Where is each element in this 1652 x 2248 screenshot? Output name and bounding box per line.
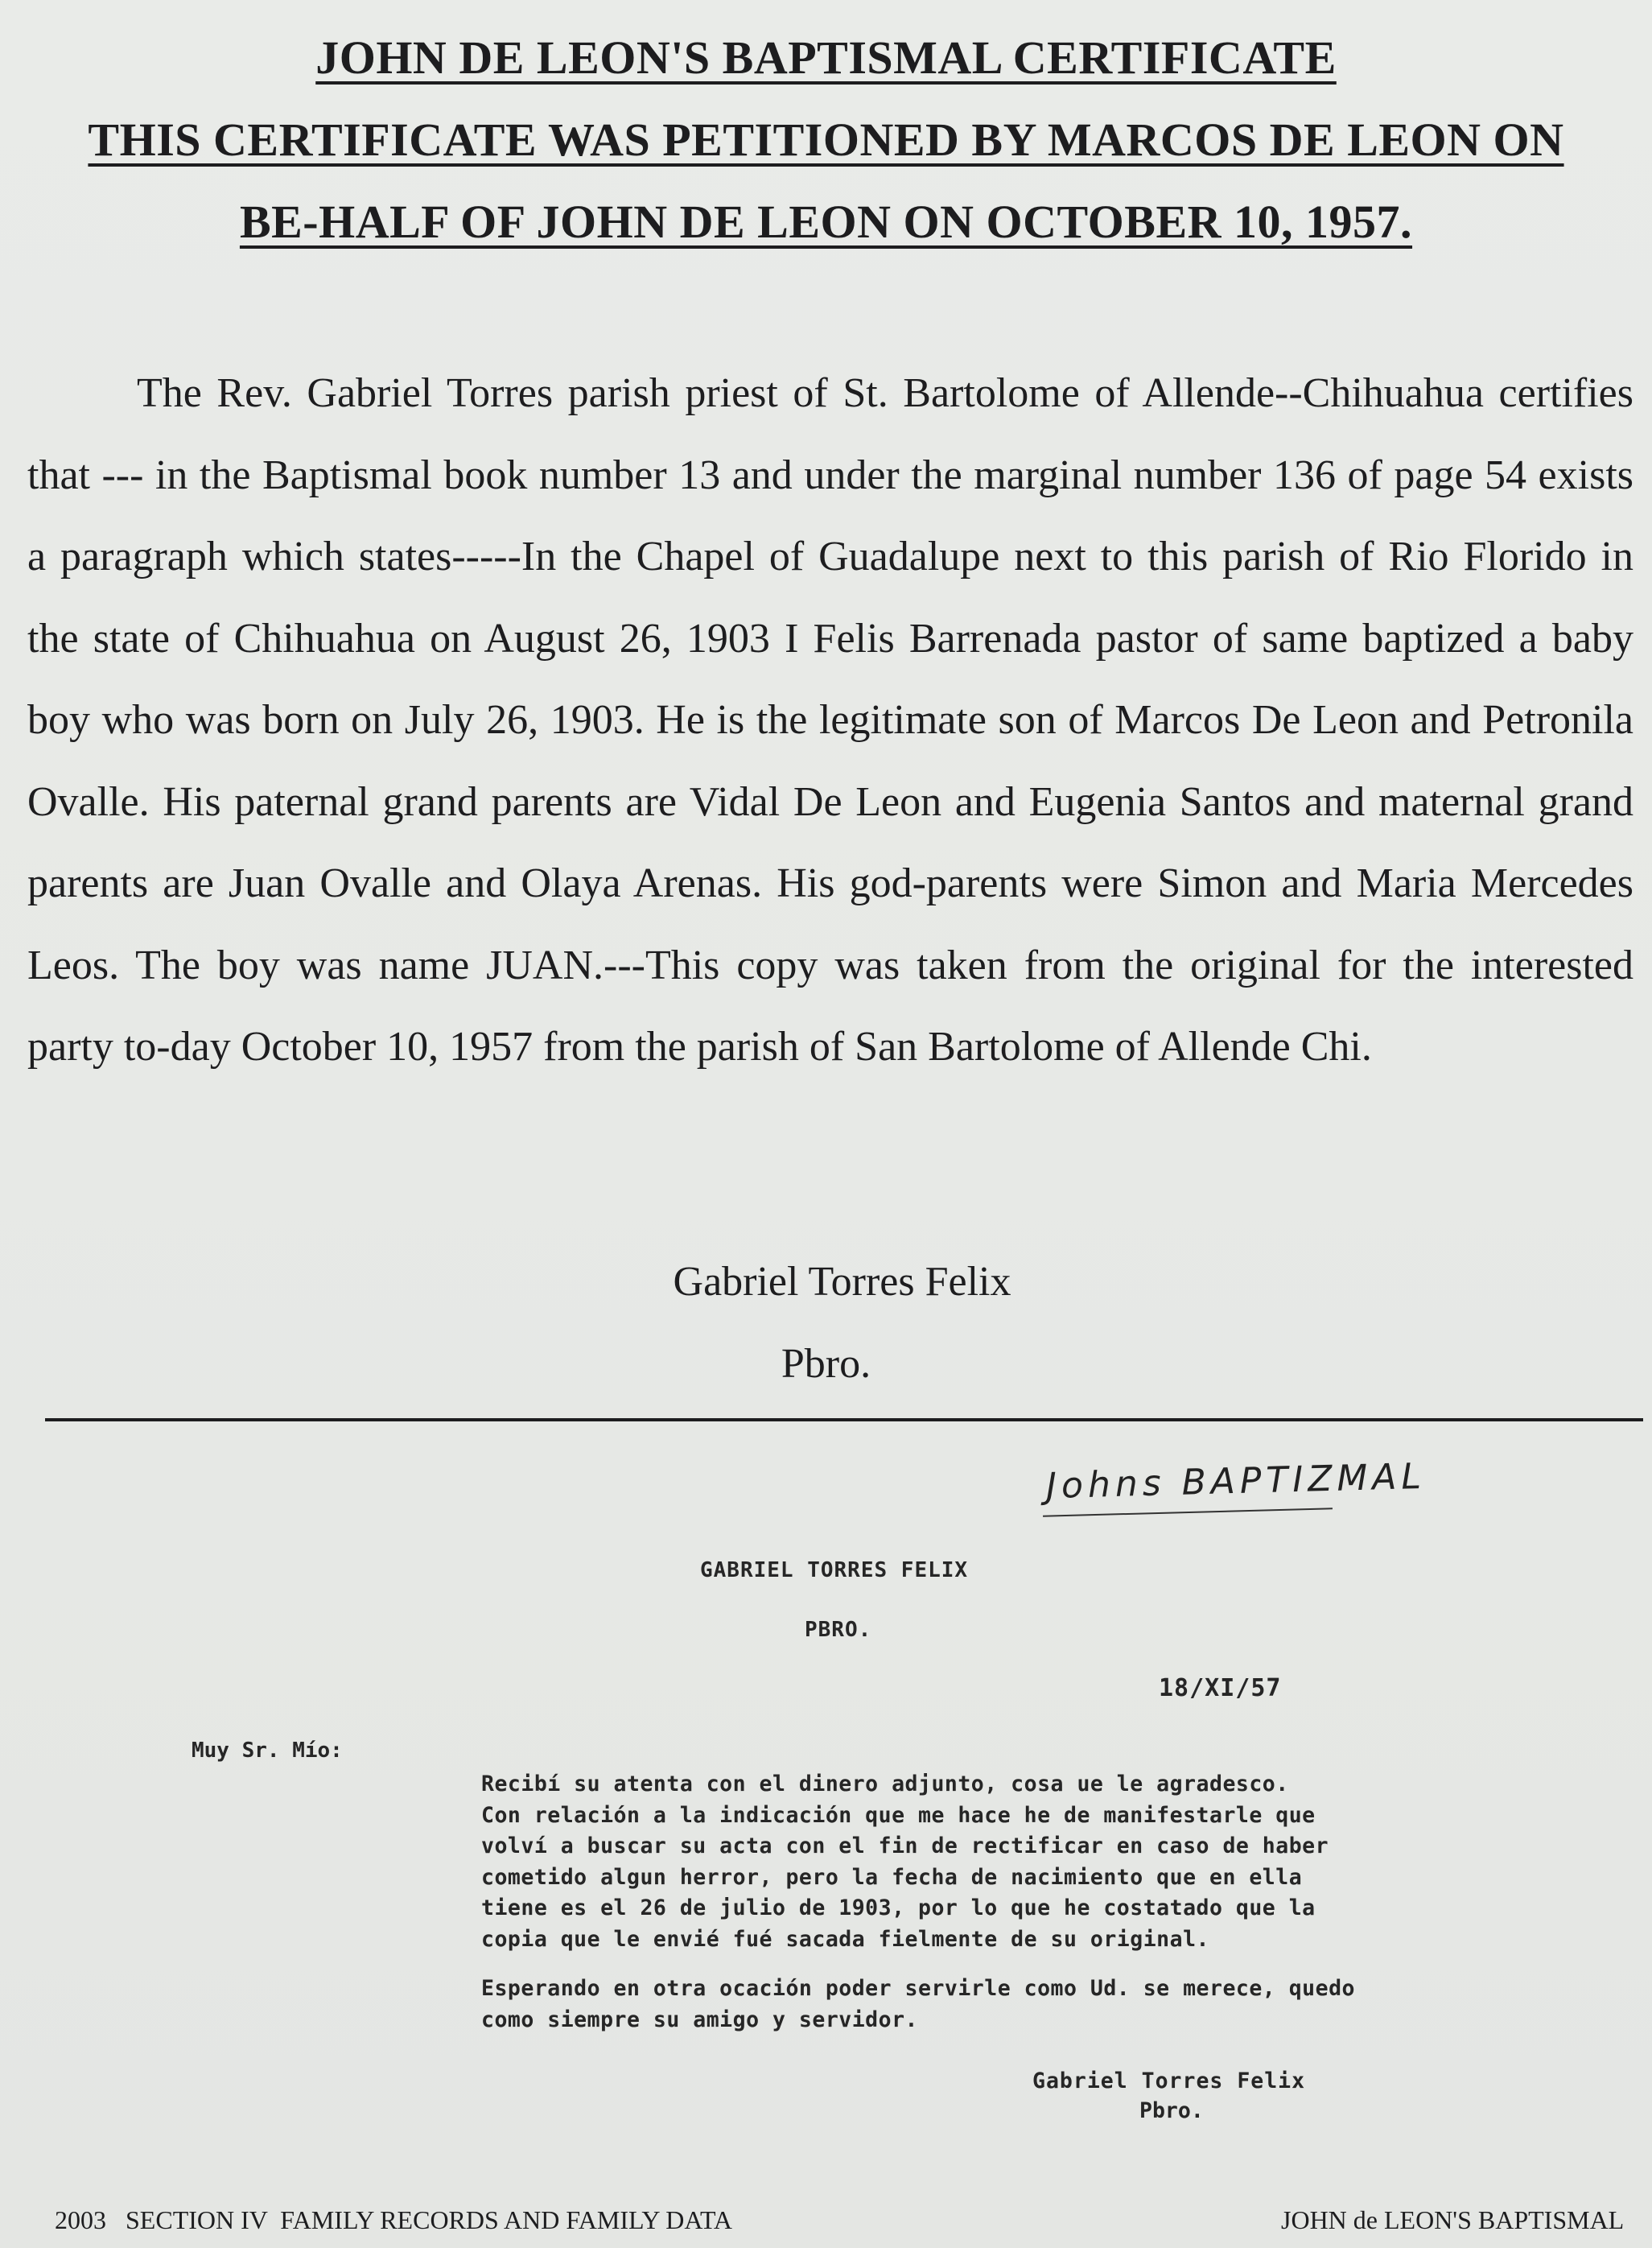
section-divider bbox=[45, 1418, 1643, 1421]
document-subtitle-line-1: THIS CERTIFICATE WAS PETITIONED BY MARCOS DE LEON ON bbox=[88, 113, 1564, 166]
document-title: JOHN DE LEON'S BAPTISMAL CERTIFICATE bbox=[315, 31, 1337, 84]
footer-section-label: 2003 SECTION IV FAMILY RECORDS AND FAMILY DATA bbox=[55, 2205, 733, 2234]
certificate-signature-title: Pbro. bbox=[781, 1341, 871, 1387]
certificate-signature-name: Gabriel Torres Felix bbox=[673, 1259, 1011, 1305]
handwritten-underline bbox=[1043, 1508, 1333, 1516]
letter-closing: Esperando en otra ocación poder servirle como Ud. se merece, quedo como siempre su amigo y servidor. bbox=[481, 1976, 1355, 2032]
letter-date: 18/XI/57 bbox=[1159, 1674, 1282, 1702]
certificate-body: The Rev. Gabriel Torres parish priest of St. Bartolome of Allende--Chihuahua certifies that --- in the Baptismal book number 13 and under the marginal number 136 of page 54 exists a paragraph which states-----In the Chapel of Guadalupe next to this parish of Rio Florido in the state of Chihuahua on August 26, 1903 I Felis Barrenada pastor of same baptized a baby boy who was born on July 26, 1903. He is the legitimate son of Marcos De Leon and Petronila Ovalle. His paternal grand parents are Vidal De Leon and Eugenia Santos and maternal grand parents are Juan Ovalle and Olaya Arenas. His god-parents were Simon and Maria Mercedes Leos. The boy was name JUAN.---This copy was taken from the original for the interested party to-day October 10, 1957 from the parish of San Bartolome of Allende Chi. bbox=[27, 370, 1633, 1070]
document-subtitle-line-2: BE-HALF OF JOHN DE LEON ON OCTOBER 10, 1957. bbox=[239, 196, 1413, 248]
letter-signature-name: Gabriel Torres Felix bbox=[1032, 2069, 1306, 2093]
letter-signature-title: Pbro. bbox=[1139, 2098, 1204, 2123]
letterhead-title: PBRO. bbox=[805, 1618, 872, 1642]
letter-body: Recibí su atenta con el dinero adjunto, cosa ue le agradesco. Con relación a la indicación que me hace he de manifestarle que volví a buscar su acta con el fin de rectificar en caso de haber cometido algun herror, pero la fecha de nacimiento que en ella tiene es el 26 de julio de 1903, por lo que he costatado que la copia que le envié fué sacada fielmente de su original. bbox=[481, 1772, 1329, 1952]
letterhead-name: GABRIEL TORRES FELIX bbox=[700, 1558, 969, 1582]
footer-document-label: JOHN de LEON'S BAPTISMAL bbox=[1281, 2205, 1625, 2234]
letter-salutation: Muy Sr. Mío: bbox=[192, 1739, 343, 1763]
handwritten-note: Johns BAPTIZMAL bbox=[1045, 1455, 1427, 1508]
